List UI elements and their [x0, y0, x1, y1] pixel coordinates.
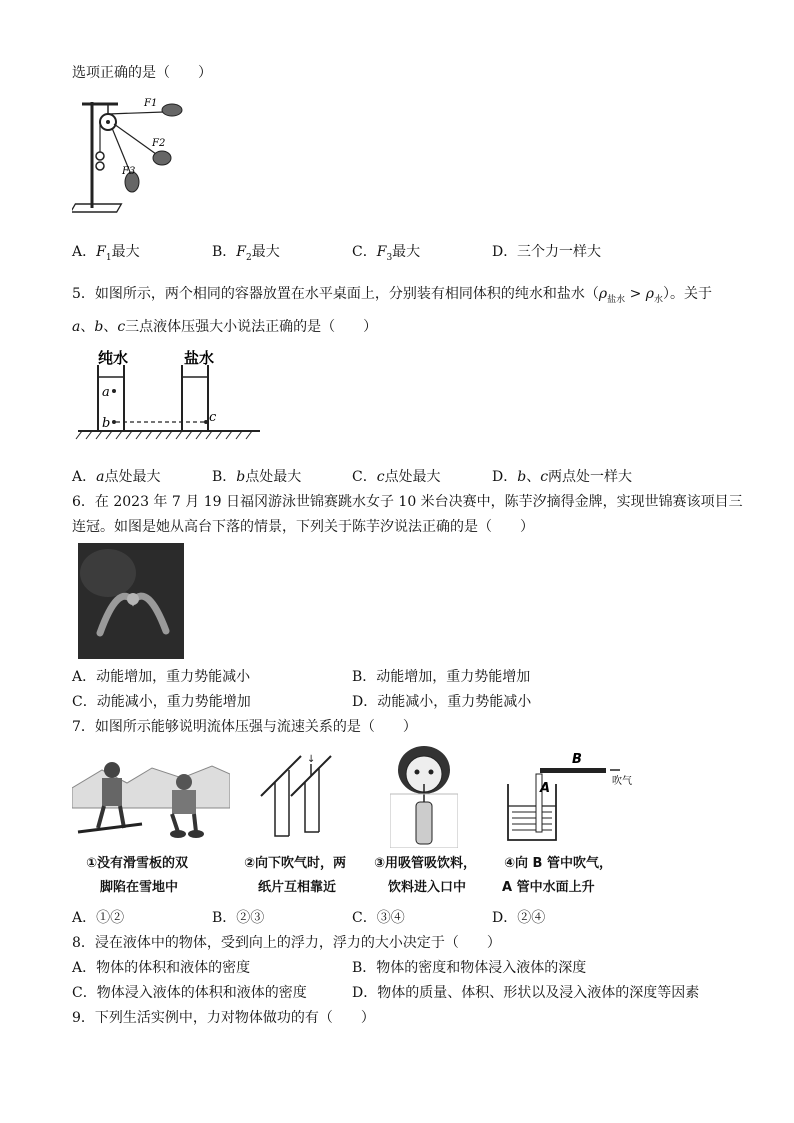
q4-option-d[interactable]: D． — [492, 244, 518, 260]
q4-label-f1: F1 — [144, 98, 158, 109]
q5-stem-line1: 5．如图所示，两个相同的容器放置在水平桌面上，分别装有相同体积的纯水和盐水$(\rho_{盐水} > \rho_水)$。关于 — [72, 286, 713, 305]
q7-fig4-caption-line1: ④向 B 管中吹气， — [504, 856, 612, 871]
q9-stem: 9．下列生活实例中，力对物体做功的有（ ） — [72, 1010, 375, 1026]
q6-stem-line1: 6．在 2023 年 7 月 19 日福冈游泳世锦赛跳水女子 10 米台决赛中，陈芋汐摘得金牌，实现世锦赛该项目三 — [72, 494, 743, 510]
q4-option-a[interactable]: A．$F_1$最大 — [72, 244, 140, 263]
q8-option-c[interactable]: C．物体浸入液体的体积和液体的密度 — [72, 985, 307, 1001]
q6-option-b[interactable]: B．动能增加，重力势能增加 — [352, 669, 531, 685]
q7-stem: 7．如图所示能够说明流体压强与流速关系的是（ ） — [72, 719, 417, 735]
q6-option-c[interactable]: C．动能减小，重力势能增加 — [72, 694, 251, 710]
q6-option-a[interactable]: A．动能增加，重力势能减小 — [72, 669, 251, 685]
q4-label-f3: F3 — [122, 166, 136, 177]
q7-fig2-papers — [255, 748, 355, 848]
q4-option-b[interactable]: B．$F_2$最大 — [212, 244, 280, 263]
q7-option-b[interactable]: B．②③ — [212, 910, 265, 926]
q7-option-c[interactable]: C．③④ — [352, 910, 405, 926]
q6-diver-photo — [78, 543, 184, 659]
q5-fig-point-b: b — [102, 416, 111, 431]
q7-fig4-label-blow: 吹气 — [612, 776, 632, 787]
q8-option-d[interactable]: D．物体的质量、体积、形状以及浸入液体的深度等因素 — [352, 985, 700, 1001]
q7-fig3-caption-line2: 饮料进入口中 — [388, 880, 467, 895]
q7-fig4-label-a: A — [540, 781, 551, 796]
q7-fig2-caption-line2: 纸片互相靠近 — [258, 880, 337, 895]
q4-pulley-figure — [72, 92, 192, 222]
q8-stem: 8．浸在液体中的物体，受到向上的浮力，浮力的大小决定于（ ） — [72, 935, 501, 951]
q5-fig-label-pure: 纯水 — [98, 349, 129, 367]
q4-option-c[interactable]: C．$F_3$最大 — [352, 244, 421, 263]
q5-option-b[interactable]: B．b点处最大 — [212, 469, 302, 485]
q7-fig4-caption-line2: A 管中水面上升 — [502, 880, 595, 895]
q5-option-d[interactable]: D．b、c两点处一样大 — [492, 469, 633, 485]
q5-fig-label-salt: 盐水 — [184, 349, 215, 367]
q5-containers-figure — [72, 345, 272, 455]
q4-option-d-text: 三个力一样大 — [517, 244, 601, 260]
q7-fig3-girl-straw — [390, 744, 458, 848]
q4-label-f2: F2 — [152, 138, 166, 149]
q7-fig4-tubes-beaker — [500, 748, 640, 848]
q7-fig3-caption-line1: ③用吸管吸饮料， — [374, 856, 477, 871]
q7-fig1-caption-line1: ①没有滑雪板的双 — [86, 856, 189, 871]
q7-option-d[interactable]: D．②④ — [492, 910, 546, 926]
svg-text:↓: ↓ — [307, 754, 316, 765]
q7-fig1-caption-line2: 脚陷在雪地中 — [100, 880, 179, 895]
q7-option-a[interactable]: A．①② — [72, 910, 125, 926]
q8-option-b[interactable]: B．物体的密度和物体浸入液体的深度 — [352, 960, 587, 976]
q7-fig1-skiers — [72, 748, 230, 848]
q6-option-d[interactable]: D．动能减小，重力势能减小 — [352, 694, 532, 710]
q5-fig-point-c: c — [209, 410, 217, 425]
q7-fig4-label-b: B — [572, 752, 582, 767]
q5-option-c[interactable]: C．c点处最大 — [352, 469, 441, 485]
q4-stem-tail: 选项正确的是（ ） — [72, 65, 212, 81]
q6-stem-line2: 连冠。如图是她从高台下落的情景，下列关于陈芋汐说法正确的是（ ） — [72, 519, 534, 535]
q5-stem-line2: a、b、c三点液体压强大小说法正确的是（ ） — [72, 319, 378, 335]
q8-option-a[interactable]: A．物体的体积和液体的密度 — [72, 960, 251, 976]
q5-fig-point-a: a — [102, 385, 110, 400]
q5-option-a[interactable]: A．a点处最大 — [72, 469, 161, 485]
q7-fig2-caption-line1: ②向下吹气时，两 — [244, 856, 347, 871]
